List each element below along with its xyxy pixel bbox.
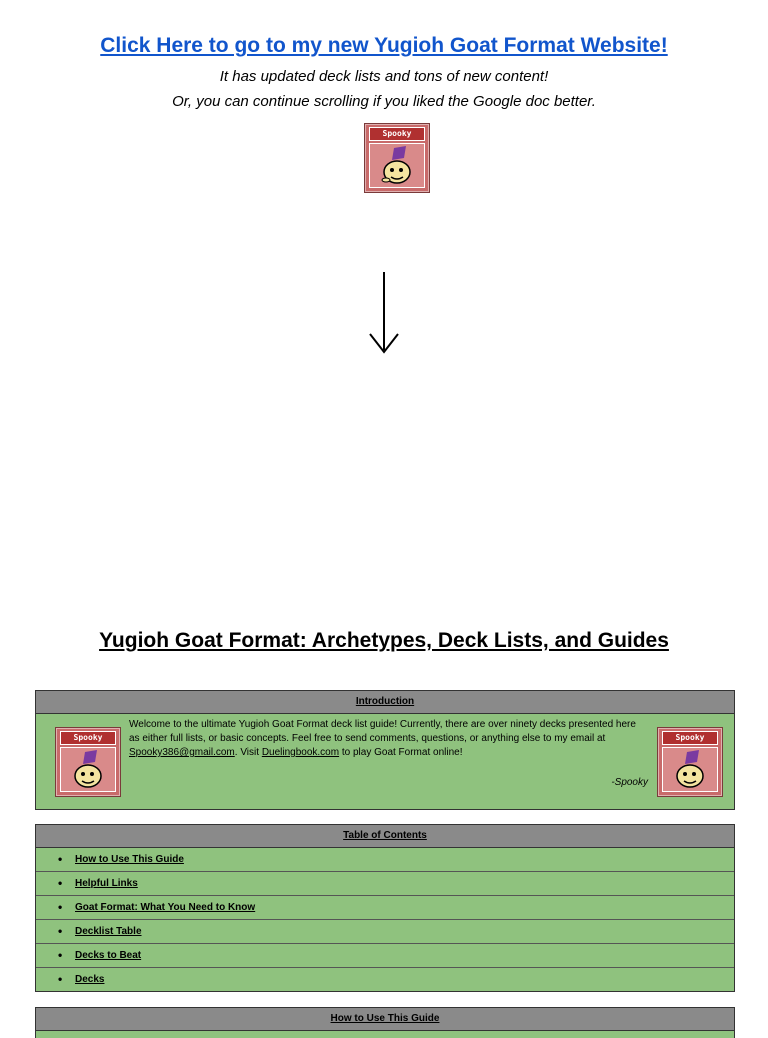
introduction-box bbox=[35, 690, 735, 810]
wizard-ghost-icon bbox=[662, 747, 718, 792]
introduction-heading[interactable]: Introduction bbox=[36, 691, 734, 714]
how-to-use-box bbox=[35, 1007, 735, 1038]
signature: -Spooky bbox=[611, 777, 648, 788]
avatar-tag: Spooky bbox=[662, 731, 718, 745]
page-title: Yugioh Goat Format: Archetypes, Deck Lists, and Guides bbox=[99, 629, 669, 652]
bullet-icon: • bbox=[58, 900, 63, 914]
subtitle-line-2: Or, you can continue scrolling if you liked the Google doc better. bbox=[172, 93, 596, 110]
down-arrow-icon bbox=[366, 268, 402, 358]
toc-item[interactable]: • Decks bbox=[36, 967, 734, 991]
bullet-icon: • bbox=[58, 972, 63, 986]
toc-item[interactable]: • Helpful Links bbox=[36, 871, 734, 895]
bullet-icon: • bbox=[58, 876, 63, 890]
bullet-icon: • bbox=[58, 852, 63, 866]
introduction-body bbox=[36, 714, 734, 809]
new-website-link[interactable]: Click Here to go to my new Yugioh Goat Format Website! bbox=[100, 34, 668, 57]
toc-item[interactable]: • How to Use This Guide bbox=[36, 848, 734, 871]
toc-item[interactable]: • Goat Format: What You Need to Know bbox=[36, 895, 734, 919]
avatar-tag: Spooky bbox=[60, 731, 116, 745]
subtitle-line-1: It has updated deck lists and tons of new content! bbox=[219, 68, 549, 85]
bullet-icon: • bbox=[58, 924, 63, 938]
introduction-text: Welcome to the ultimate Yugioh Goat Format deck list guide! Currently, there are over ninety decks presented here as either full lists, or basic concepts. Feel free to send comments, questions, or anything else to my email at Spooky386@gmail.com. Visit Duelingbook.com to play Goat Format online! bbox=[129, 719, 636, 758]
spooky-avatar-right bbox=[657, 727, 723, 797]
bullet-icon: • bbox=[58, 948, 63, 962]
spooky-avatar-left bbox=[55, 727, 121, 797]
toc-heading[interactable]: Table of Contents bbox=[36, 825, 734, 848]
wizard-ghost-icon bbox=[369, 143, 425, 188]
toc-item[interactable]: • Decklist Table bbox=[36, 919, 734, 943]
toc-item[interactable]: • Decks to Beat bbox=[36, 943, 734, 967]
spooky-avatar-top bbox=[364, 123, 430, 193]
avatar-tag: Spooky bbox=[369, 127, 425, 141]
duelingbook-link[interactable]: Duelingbook.com bbox=[261, 747, 340, 758]
wizard-ghost-icon bbox=[60, 747, 116, 792]
table-of-contents bbox=[35, 824, 735, 992]
how-to-heading[interactable]: How to Use This Guide bbox=[36, 1008, 734, 1031]
email-link[interactable]: Spooky386@gmail.com bbox=[129, 747, 235, 758]
toc-list bbox=[36, 848, 734, 991]
